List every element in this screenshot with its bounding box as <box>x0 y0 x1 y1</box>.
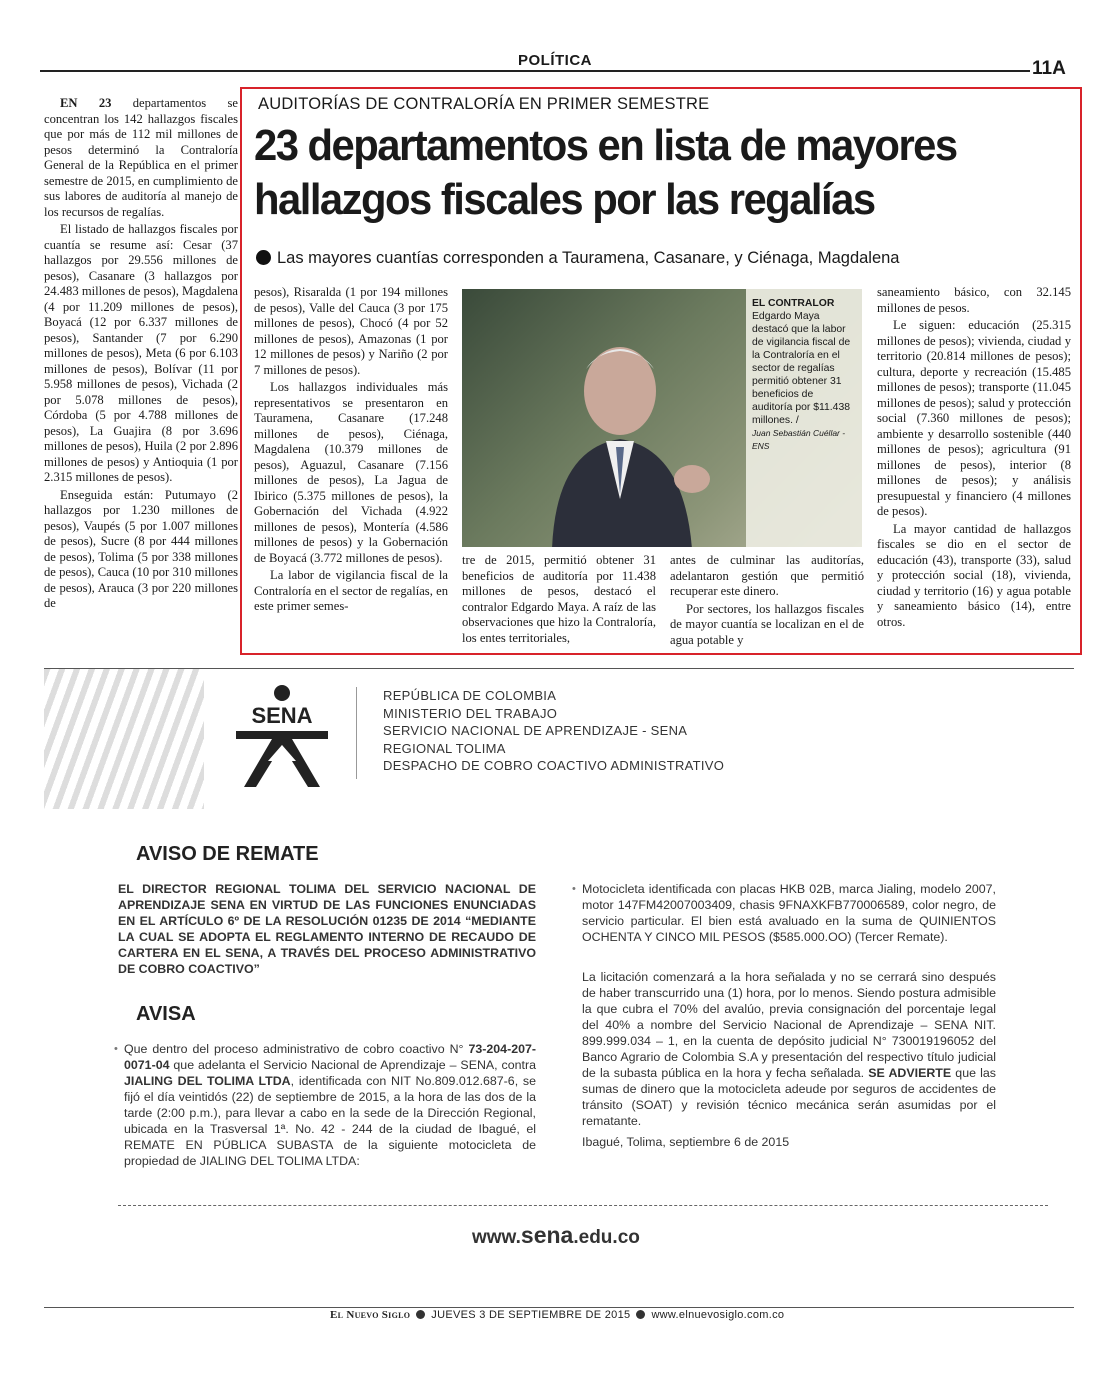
header-line: REGIONAL TOLIMA <box>383 740 506 756</box>
sena-logo-icon <box>232 683 332 793</box>
bullet-icon <box>636 1310 645 1319</box>
bullet-icon: • <box>572 883 576 895</box>
process-number: 73-204-207-0071-04 <box>124 1042 536 1072</box>
avisa-text-part: , identificada con NIT No.809.012.687-6, se fijó el día veintidós (22) de septiembre de 2015, a la hora de las dos de la tarde (2:00 p.m.), para llevar a cabo en la sede de la Dirección Regional, ubicada en la Trasversal 1ª. No. 42 - 244 de la ciudad de Ibagué, el REMATE EN PÚBLICA SUBASTA de la siguiente motocicleta de propiedad de JIALING DEL TOLIMA LTDA: <box>124 1074 536 1168</box>
bullet-icon <box>416 1310 425 1319</box>
web-prefix: www. <box>472 1227 521 1248</box>
left-article-column <box>44 96 238 654</box>
article-paragraph: antes de culminar las auditorías, adelantaron gestión que permitió recuperar este dinero. <box>670 553 864 598</box>
bidding-text-part: que las sumas de dinero que la motocicleta adeude por seguros de accidentes de tránsito (SOAT) y revisión técnico mecánica serán asumidas por el rematante. <box>582 1066 996 1128</box>
page-number: 11A <box>1032 58 1066 79</box>
photo-credit: Juan Sebastián Cuéllar - ENS <box>752 428 846 451</box>
company-name: JIALING DEL TOLIMA LTDA <box>124 1074 291 1088</box>
summary-text: Las mayores cuantías corresponden a Tauramena, Casanare, y Ciénaga, Magdalena <box>277 249 900 267</box>
left-paragraph-1-text: departamentos se concentran los 142 hallazgos fiscales que por más de 112 mil millones de pesos determinó la Contraloría General de la República en el primer semestre de 2015, en cumplimiento de sus labores de auditoría al manejo de los recursos de regalías. <box>44 96 238 219</box>
web-suffix: .edu.co <box>573 1227 640 1248</box>
director-statement: EL DIRECTOR REGIONAL TOLIMA DEL SERVICIO NACIONAL DE APRENDIZAJE SENA EN VIRTUD DE LAS FUNCIONES ENUNCIADAS EN EL ARTÍCULO 6º DE LA RESOLUCIÓN 01235 DE 2014 “MEDIANTE LA CUAL SE ADOPTA EL REGLAMENTO INTERNO DE RECAUDO DE CARTERA EN EL SENA, A TRAVÉS DEL PROCESO ADMINISTRATIVO DE COBRO COACTIVO” <box>118 882 536 976</box>
article-summary <box>256 249 1076 268</box>
header-line: DESPACHO DE COBRO COACTIVO ADMINISTRATIVO <box>383 758 725 773</box>
section-label: POLÍTICA <box>500 52 610 69</box>
bullet-icon: • <box>114 1043 118 1055</box>
article-kicker: AUDITORÍAS DE CONTRALORÍA EN PRIMER SEMESTRE <box>258 95 710 113</box>
footer-website[interactable]: www.elnuevosiglo.com.co <box>651 1309 785 1321</box>
article-column-3 <box>670 553 864 653</box>
article-paragraph: La mayor cantidad de hallazgos fiscales se dio en el sector de educación (43), transporte (33), salud y protección social (18), vivienda, ciudad y territorio (16) y agua potable y saneamiento básico (14), entre otros. <box>877 521 1071 629</box>
header-line: SERVICIO NACIONAL DE APRENDIZAJE - SENA <box>383 723 688 738</box>
article-paragraph: La labor de vigilancia fiscal de la Contraloría en el sector de regalías, en este primer semes- <box>254 568 448 613</box>
warning-label: SE ADVIERTE <box>868 1066 952 1080</box>
header-rule <box>40 70 1030 72</box>
headline-line-1: 23 departamentos en lista de mayores <box>254 121 957 170</box>
caption-title: EL CONTRALOR <box>752 298 835 309</box>
sena-logo-text: SENA <box>251 703 313 728</box>
page-footer <box>330 1309 784 1321</box>
speaker-figure-icon <box>532 329 712 547</box>
header-line: MINISTERIO DEL TRABAJO <box>383 705 558 721</box>
web-sena: sena <box>520 1222 574 1248</box>
motorcycle-description <box>572 881 996 945</box>
avisa-text-part: que adelanta el Servicio Nacional de Aprendizaje – SENA, contra <box>169 1058 536 1072</box>
article-paragraph: Le siguen: educación (25.315 millones de pesos); vivienda, ciudad y territorio (20.814 millones de pesos); cultura, deporte y recreación (15.485 millones de pesos); transporte (11.045 millones de pesos); salud y protección social (7.360 millones de pesos); ambiente y desarrollo sostenible (440 millones de pesos); agricultura (91 millones de pesos), interior (8 millones de pesos); y análisis presupuestal y financiero (4 millones de pesos). <box>877 318 1071 518</box>
sena-institution-header <box>356 687 724 779</box>
newspaper-name: El Nuevo Siglo <box>330 1309 411 1321</box>
bidding-conditions <box>582 969 996 1129</box>
article-paragraph: saneamiento básico, con 32.145 millones de pesos. <box>877 285 1071 315</box>
left-paragraph-3: Enseguida están: Putumayo (2 hallazgos por 1.230 millones de pesos), Vaupés (5 por 1.007 millones de pesos), Sucre (8 por 444 millones de pesos), Tolima (5 por 338 millones de pesos), Cauca (10 por 310 millones de pesos), Arauca (3 por 220 millones de <box>44 487 238 610</box>
contralor-photo <box>462 289 862 547</box>
aviso-title: AVISO DE REMATE <box>136 843 319 865</box>
motorcycle-text: Motocicleta identificada con placas HKB 02B, marca Jialing, modelo 2007, motor 147FM42007003409, chasis 9FNAXKFB770006589, color negro, de servicio particular. El bien está avaluado en la suma de QUINIENTOS OCHENTA Y CINCO MIL PESOS ($585.000.OO) (Tercer Remate). <box>582 882 996 944</box>
article-column-2 <box>462 553 656 653</box>
left-paragraph-1 <box>44 96 238 220</box>
place-date: Ibagué, Tolima, septiembre 6 de 2015 <box>582 1135 790 1149</box>
footer-date: JUEVES 3 DE SEPTIEMBRE DE 2015 <box>431 1309 631 1321</box>
left-lead-text: EN 23 <box>60 96 112 110</box>
dashed-divider <box>118 1205 1048 1206</box>
header-line: REPÚBLICA DE COLOMBIA <box>383 688 557 703</box>
article-column-1 <box>254 285 448 651</box>
article-column-4 <box>877 285 1071 651</box>
article-headline <box>254 119 1033 227</box>
caption-body: Edgardo Maya destacó que la labor de vigilancia fiscal de la Contraloría en el sector de regalías permitió obtener 31 beneficios de auditoría por $11.438 millones. / <box>752 311 851 426</box>
bullet-icon <box>256 250 271 265</box>
sena-website-link[interactable] <box>472 1222 640 1249</box>
bidding-text-part: La licitación comenzará a la hora señalada y no se cerrará sino después de haber transcurrido una (1) hora, por lo menos. Siendo postura admisible la que cubra el 70% del avalúo, previa consignación del porcentaje legal del 40% a nombre del Servicio Nacional de Aprendizaje – SENA NIT. 899.999.034 – 1, en la cuenta de depósito judicial N° 730019196052 del Banco Agrario de Colombia S.A y presentación del respectivo título judicial de la subasta pública en la hora y fecha señalada. <box>582 970 996 1080</box>
article-paragraph: Los hallazgos individuales más representativos se presentaron en Tauramena, Casanare (17.248 millones de pesos), Ciénaga, Magdalena (10.379 millones de pesos), Aguazul, Casanare (7.156 millones de pesos), La Jagua de Ibirico (5.375 millones de pesos), la Gobernación del Vichada (4.922 millones de pesos), Montería (4.586 millones de pesos) y la Gobernación de Boyacá (3.772 millones de pesos). <box>254 380 448 565</box>
left-paragraph-2: El listado de hallazgos fiscales por cuantía se resume así: Cesar (37 hallazgos por 29.556 millones de pesos), Casanare (3 hallazgos por 24.483 millones de pesos), Magdalena (4 por 11.209 millones de pesos), Boyacá (12 por 6.337 millones de pesos), Santander (7 por 6.290 millones de pesos), Meta (6 por 6.103 millones de pesos), Bolívar (11 por 5.958 millones de pesos), Vichada (2 por 5.078 millones de pesos), Córdoba (5 por 4.788 millones de pesos), La Guajira (8 por 3.696 millones de pesos), Huila (2 por 2.896 millones de pesos) y Antioquia (1 por 2.315 millones de pesos). <box>44 222 238 484</box>
article-paragraph: tre de 2015, permitió obtener 31 beneficios de auditoría por 11.438 millones de pesos, destacó el contralor Edgardo Maya. A raíz de las observaciones que hizo la Contraloría, los entes territoriales, <box>462 553 656 645</box>
sena-auction-notice <box>44 668 1074 1308</box>
headline-line-2: hallazgos fiscales por las regalías <box>254 175 875 224</box>
featured-article <box>240 87 1082 655</box>
photo-caption <box>746 289 862 547</box>
article-paragraph: Por sectores, los hallazgos fiscales de mayor cuantía se localizan en el de agua potable y <box>670 601 864 647</box>
article-paragraph: pesos), Risaralda (1 por 194 millones de pesos), Valle del Cauca (3 por 175 millones de pesos), Chocó (4 por 52 millones de pesos), Amazonas (1 por 12 millones de pesos) y Nariño (2 por 7 millones de pesos). <box>254 285 448 377</box>
avisa-body <box>114 1041 536 1169</box>
avisa-text-part: Que dentro del proceso administrativo de cobro coactivo N° <box>124 1042 469 1056</box>
decorative-stripes <box>44 669 204 809</box>
avisa-title: AVISA <box>136 1003 196 1025</box>
